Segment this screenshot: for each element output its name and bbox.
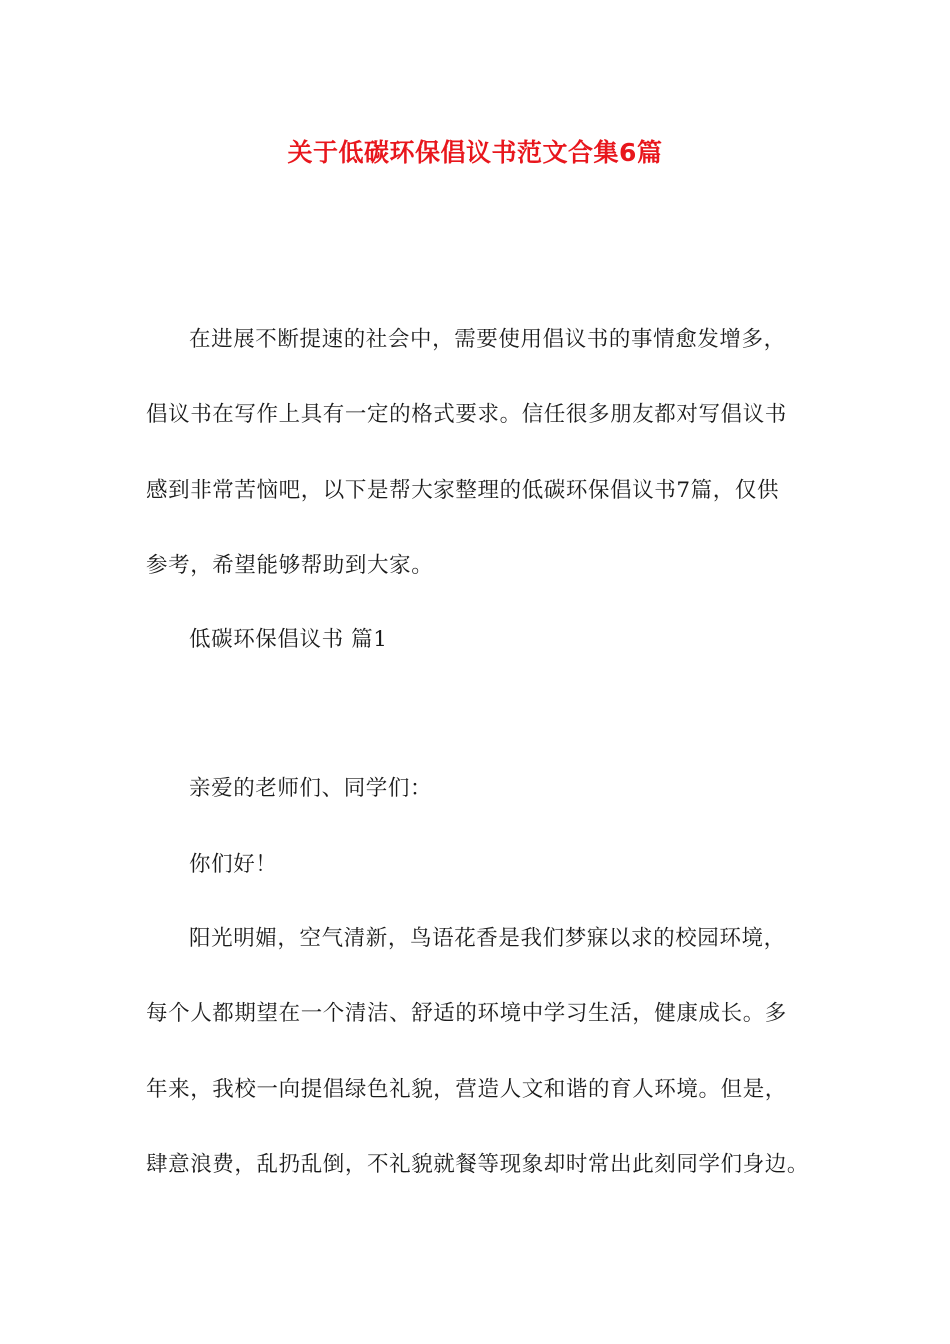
paragraph-line-3: 感到非常苦恼吧，以下是帮大家整理的低碳环保倡议书7篇，仅供: [146, 478, 780, 503]
paragraph-line-4: 参考，希望能够帮助到大家。: [146, 553, 434, 578]
body-line-1: 阳光明媚，空气清新，鸟语花香是我们梦寐以求的校园环境，: [189, 926, 786, 951]
document-title: 关于低碳环保倡议书范文合集6篇: [287, 138, 663, 167]
section-heading: 低碳环保倡议书 篇1: [189, 627, 388, 652]
salutation-line: 亲爱的老师们、同学们：: [189, 776, 433, 801]
body-line-3: 年来，我校一向提倡绿色礼貌，营造人文和谐的育人环境。但是，: [146, 1077, 787, 1102]
paragraph-line-2: 倡议书在写作上具有一定的格式要求。信任很多朋友都对写倡议书: [146, 402, 787, 427]
body-line-2: 每个人都期望在一个清洁、舒适的环境中学习生活，健康成长。多: [146, 1001, 787, 1026]
body-line-4: 肆意浪费，乱扔乱倒，不礼貌就餐等现象却时常出此刻同学们身边。: [146, 1152, 810, 1177]
greeting-line: 你们好！: [189, 852, 278, 877]
paragraph-line-1: 在进展不断提速的社会中，需要使用倡议书的事情愈发增多，: [189, 327, 786, 352]
